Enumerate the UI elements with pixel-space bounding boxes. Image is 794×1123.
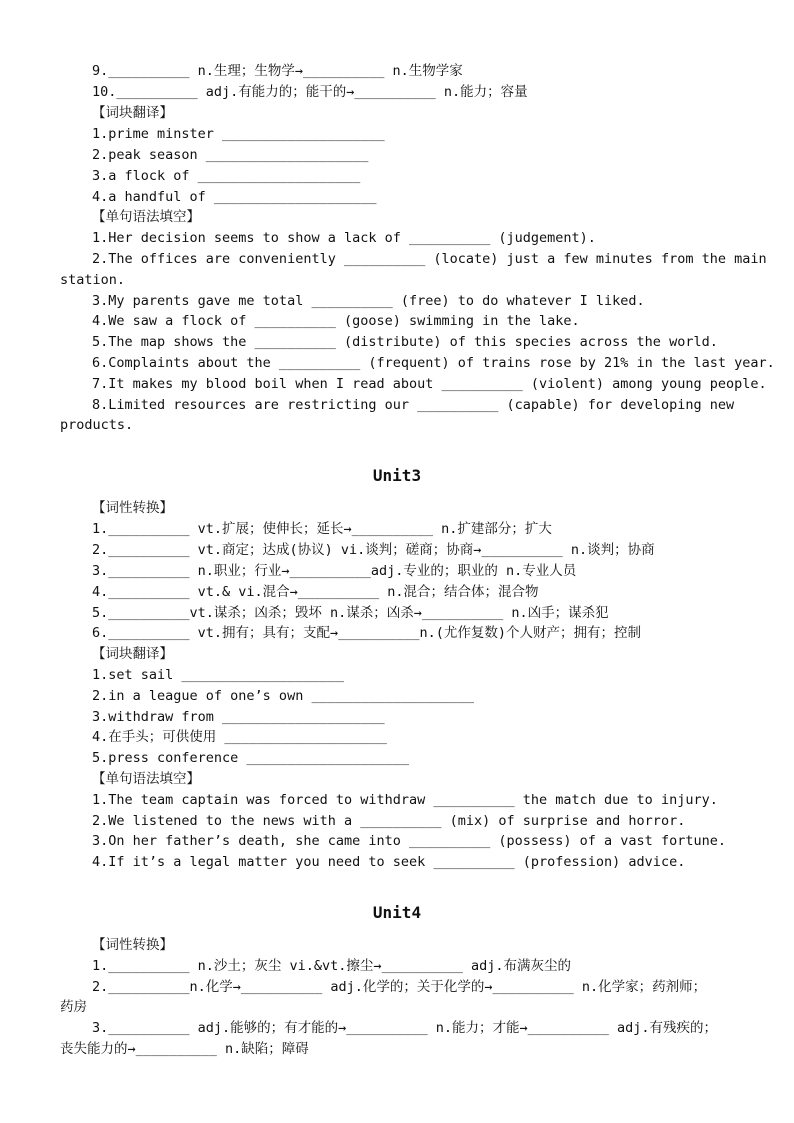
unit3-word-form-item-3: 3.__________ n.职业；行业→__________adj.专业的；职业的 n.专业人员 [92,563,577,579]
unit4-word-form-item-2-continued: 药房 [60,999,87,1015]
unit3-phrase-item-4: 4.在手头；可供使用 ____________________ [92,729,387,745]
unit3-section-header-grammar-fill: 【单句语法填空】 [92,771,200,787]
unit3-phrase-item-5: 5.press conference ____________________ [92,750,409,766]
unit3-section-header-phrase-translation: 【词块翻译】 [92,646,173,662]
phrase-item-2: 2.peak season ____________________ [92,147,369,163]
unit3-phrase-item-1: 1.set sail ____________________ [92,667,344,683]
phrase-item-1: 1.prime minster ____________________ [92,126,385,142]
grammar-item-8: 8.Limited resources are restricting our __________ (capable) for developing new [92,397,735,413]
unit4-word-form-item-2: 2.__________n.化学→__________ adj.化学的；关于化学的→__________ n.化学家；药剂师； [92,979,707,995]
unit3-word-form-item-2: 2.__________ vt.商定；达成(协议) vi.谈判；磋商；协商→__________ n.谈判；协商 [92,542,655,558]
word-form-item-10: 10.__________ adj.有能力的；能干的→__________ n.能力；容量 [92,84,528,100]
section-header-phrase-translation: 【词块翻译】 [92,105,173,121]
grammar-item-3: 3.My parents gave me total __________ (free) to do whatever I liked. [92,293,645,309]
unit3-word-form-item-1: 1.__________ vt.扩展；使伸长；延长→__________ n.扩建部分；扩大 [92,521,552,537]
unit3-grammar-item-4: 4.If it’s a legal matter you need to seek __________ (profession) advice. [92,854,686,870]
unit3-section-header-word-form: 【词性转换】 [92,500,173,516]
unit3-word-form-item-4: 4.__________ vt.& vi.混合→__________ n.混合；结合体；混合物 [92,584,539,600]
grammar-item-2: 2.The offices are conveniently __________ (locate) just a few minutes from the main [92,251,767,267]
grammar-item-4: 4.We saw a flock of __________ (goose) swimming in the lake. [92,313,580,329]
unit3-grammar-item-2: 2.We listened to the news with a __________ (mix) of surprise and horror. [92,813,686,829]
grammar-item-5: 5.The map shows the __________ (distribute) of this species across the world. [92,334,718,350]
phrase-item-4: 4.a handful of ____________________ [92,189,377,205]
grammar-item-7: 7.It makes my blood boil when I read about __________ (violent) among young people. [92,376,767,392]
word-form-item-9: 9.__________ n.生理；生物学→__________ n.生物学家 [92,63,463,79]
unit3-word-form-item-6: 6.__________ vt.拥有；具有；支配→__________n.(尤作复数)个人财产；拥有；控制 [92,625,641,641]
grammar-item-1: 1.Her decision seems to show a lack of __________ (judgement). [92,230,596,246]
unit3-phrase-item-3: 3.withdraw from ____________________ [92,709,385,725]
grammar-item-8-continued: products. [60,417,134,433]
unit3-grammar-item-1: 1.The team captain was forced to withdraw __________ the match due to injury. [92,792,718,808]
section-header-grammar-fill: 【单句语法填空】 [92,209,200,225]
unit3-word-form-item-5: 5.__________vt.谋杀；凶杀；毁坏 n.谋杀；凶杀→__________ n.凶手；谋杀犯 [92,605,609,621]
unit3-phrase-item-2: 2.in a league of one’s own ____________________ [92,688,475,704]
grammar-item-6: 6.Complaints about the __________ (frequent) of trains rose by 21% in the last year. [92,355,775,371]
unit4-word-form-item-3-continued: 丧失能力的→__________ n.缺陷；障碍 [60,1041,309,1057]
unit3-grammar-item-3: 3.On her father’s death, she came into __________ (possess) of a vast fortune. [92,833,726,849]
unit4-word-form-item-1: 1.__________ n.沙土；灰尘 vi.&vt.擦尘→__________ adj.布满灰尘的 [92,958,571,974]
unit4-word-form-item-3: 3.__________ adj.能够的；有才能的→__________ n.能力；才能→__________ adj.有残疾的； [92,1020,718,1036]
grammar-item-2-continued: station. [60,272,126,288]
unit4-section-header-word-form: 【词性转换】 [92,937,173,953]
unit3-title: Unit3 [372,466,422,485]
unit4-title: Unit4 [372,903,422,922]
phrase-item-3: 3.a flock of ____________________ [92,168,361,184]
